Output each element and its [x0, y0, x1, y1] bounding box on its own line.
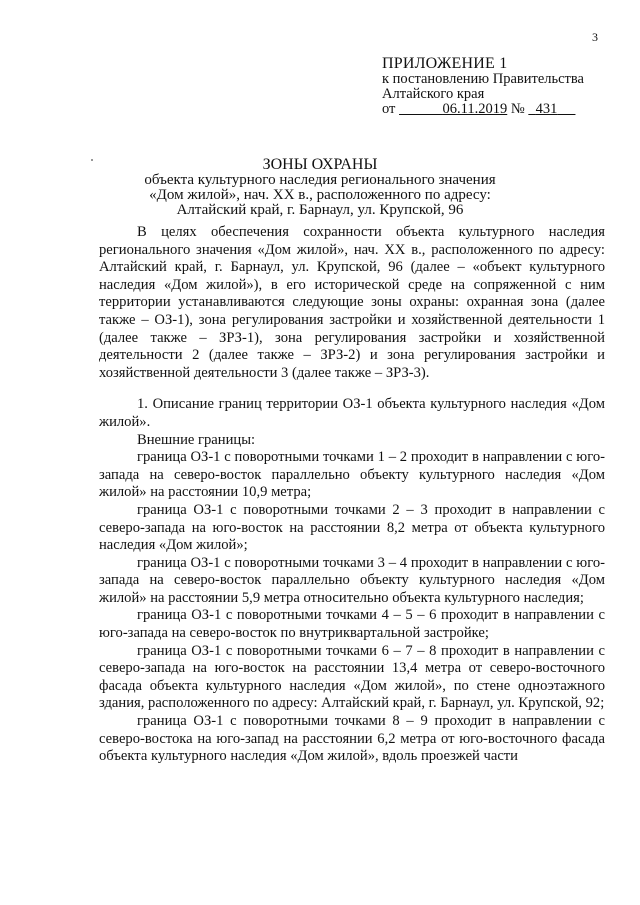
heading-line-2: «Дом жилой», нач. XX в., расположенного по адресу:: [149, 187, 491, 203]
border-paragraph: граница ОЗ-1 с поворотными точками 8 – 9 проходит в направлении с северо-востока на юго-запад на расстоянии 6,2 метра от юго-восточного фасада объекта культурного наследия «Дом жилой», вдоль проезжей части: [99, 713, 605, 765]
appendix-line-2: Алтайского края: [382, 86, 485, 102]
outer-borders-label: Внешние границы:: [137, 431, 256, 448]
number-value: 431: [535, 101, 558, 117]
appendix-title: ПРИЛОЖЕНИЕ 1: [382, 55, 508, 72]
date-field: [399, 101, 507, 117]
page-number: 3: [592, 30, 598, 44]
section-1-heading: 1. Описание границ территории ОЗ-1 объекта культурного наследия «Дом жилой».: [99, 396, 605, 430]
border-paragraph: граница ОЗ-1 с поворотными точками 4 – 5 – 6 проходит в направлении с юго-запада на северо-восток по внутриквартальной застройке;: [99, 607, 605, 642]
border-paragraph: граница ОЗ-1 с поворотными точками 3 – 4 проходит в направлении с юго-запада на северо-восток параллельно объекту культурного наследия «Дом жилой» на расстоянии 5,9 метра относительно объекта культурного наследия;: [99, 554, 605, 606]
heading-line-3: Алтайский край, г. Барнаул, ул. Крупской, 96: [176, 202, 464, 218]
document-body: [99, 224, 605, 766]
date-value: 06.11.2019: [442, 101, 508, 117]
number-label: №: [510, 101, 525, 117]
appendix-line-1: к постановлению Правительства: [382, 71, 584, 87]
number-field: [528, 101, 575, 117]
document-heading: [100, 156, 540, 218]
border-paragraph: граница ОЗ-1 с поворотными точками 6 – 7 – 8 проходит в направлении с северо-запада на юго-восток на расстоянии 13,4 метра от северо-восточного фасада объекта культурного наследия «Дом жилой», по стене одноэтажного здания, расположенного по адресу: Алтайский край, г. Барнаул, ул. Крупской, 92;: [99, 642, 605, 712]
heading-title: ЗОНЫ ОХРАНЫ: [262, 156, 378, 173]
border-paragraph: граница ОЗ-1 с поворотными точками 2 – 3 проходит в направлении с северо-запада на юго-восток на расстоянии 8,2 метра от объекта культурного наследия «Дом жилой»;: [99, 501, 605, 554]
border-paragraph: граница ОЗ-1 с поворотными точками 1 – 2 проходит в направлении с юго-запада на северо-восток параллельно объекту культурного наследия «Дом жилой» на расстоянии 10,9 метра;: [99, 449, 605, 501]
intro-paragraph: В целях обеспечения сохранности объекта культурного наследия регионального значения «Дом жилой», нач. XX в., расположенного по адресу: Алтайский край, г. Барнаул, ул. Крупской, 96 (далее – «объект культурного наследия «Дом жилой»), в его исторической среде на сопряженной с ним территории устанавливаются следующие зоны охраны: охранная зона (далее также – ОЗ-1), зона регулирования застройки и хозяйственной деятельности 1 (далее также – ЗРЗ-1), зона регулирования застройки и хозяйственной деятельности 2 (далее также – ЗРЗ-2) и зона регулирования застройки и хозяйственной деятельности 3 (далее также – ЗРЗ-3).: [99, 224, 605, 381]
appendix-header: [382, 55, 622, 117]
from-label: от: [382, 101, 396, 117]
heading-line-1: объекта культурного наследия регионального значения: [144, 172, 496, 188]
appendix-date-line: [382, 102, 622, 117]
scan-speck: [91, 159, 93, 161]
